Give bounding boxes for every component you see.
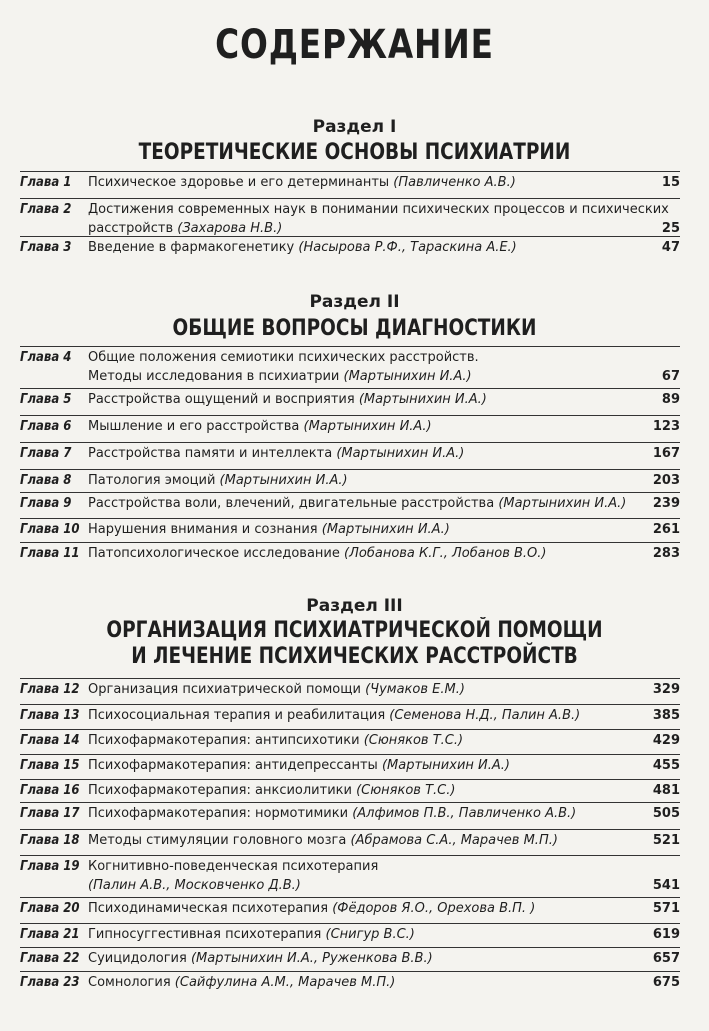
toc-entry[interactable] xyxy=(20,859,680,897)
chapter-author: (Мартынихин И.А.) xyxy=(321,522,450,537)
divider xyxy=(20,469,680,470)
chapter-title-text: Психическое здоровье и его детерминанты xyxy=(88,175,390,190)
chapter-title xyxy=(88,949,648,968)
chapter-number: Глава 7 xyxy=(20,446,72,461)
chapter-title-text: Патопсихологическое исследование xyxy=(88,546,340,561)
divider xyxy=(20,518,680,519)
toc-entry[interactable] xyxy=(20,350,680,388)
chapter-title-line xyxy=(88,706,648,725)
section-title xyxy=(57,618,653,670)
toc-entry[interactable] xyxy=(20,758,680,778)
divider xyxy=(20,729,680,730)
chapter-author: (Мартынихин И.А.) xyxy=(219,473,348,488)
chapter-title-line xyxy=(88,876,648,895)
chapter-number: Глава 23 xyxy=(20,975,80,990)
divider xyxy=(20,829,680,830)
chapter-number: Глава 2 xyxy=(20,202,72,217)
divider xyxy=(20,346,680,347)
chapter-title xyxy=(88,390,648,409)
chapter-author: (Семенова Н.Д., Палин А.В.) xyxy=(389,708,581,723)
chapter-number: Глава 20 xyxy=(20,901,80,916)
chapter-title xyxy=(88,925,648,944)
chapter-title-line xyxy=(88,444,648,463)
toc-entry[interactable] xyxy=(20,833,680,853)
divider xyxy=(20,855,680,856)
chapter-author: (Абрамова С.А., Марачев М.П.) xyxy=(350,833,558,848)
chapter-number: Глава 21 xyxy=(20,927,80,942)
toc-entry[interactable] xyxy=(20,392,680,412)
chapter-author: (Фёдоров Я.О., Орехова В.П. ) xyxy=(332,901,536,916)
chapter-number: Глава 12 xyxy=(20,682,80,697)
chapter-title-line xyxy=(88,925,648,944)
chapter-title-line xyxy=(88,417,648,436)
divider xyxy=(20,779,680,780)
chapter-title-text: Суицидология xyxy=(88,951,187,966)
chapter-author: (Лобанова К.Г., Лобанов В.О.) xyxy=(344,546,547,561)
page-number: 283 xyxy=(652,546,680,561)
chapter-title-text: Методы исследования в психиатрии xyxy=(88,369,340,384)
chapter-author: (Мартынихин И.А.) xyxy=(381,758,510,773)
section-title xyxy=(57,316,653,342)
chapter-title-line xyxy=(88,200,669,219)
chapter-title-line xyxy=(88,831,648,850)
divider xyxy=(20,947,680,948)
page-number: 47 xyxy=(661,240,680,255)
chapter-title-text: Расстройства воли, влечений, двигательные расстройства xyxy=(88,496,495,511)
chapter-number: Глава 17 xyxy=(20,806,80,821)
page-number: 261 xyxy=(652,522,680,537)
chapter-title-text: Психодинамическая психотерапия xyxy=(88,901,329,916)
page-number: 455 xyxy=(652,758,680,773)
page-title: СОДЕРЖАНИЕ xyxy=(215,22,494,68)
page-number: 67 xyxy=(661,369,680,384)
chapter-title-text: Психофармакотерапия: анксиолитики xyxy=(88,783,352,798)
toc-entry[interactable] xyxy=(20,202,680,240)
chapter-title-text: Гипносуггестивная психотерапия xyxy=(88,927,322,942)
chapter-title xyxy=(88,544,648,563)
chapter-number: Глава 5 xyxy=(20,392,72,407)
chapter-title xyxy=(88,238,648,257)
toc-entry[interactable] xyxy=(20,446,680,466)
chapter-title-text: Общие положения семиотики психических расстройств. xyxy=(88,350,479,365)
chapter-title xyxy=(88,731,648,750)
page-number: 89 xyxy=(661,392,680,407)
chapter-number: Глава 8 xyxy=(20,473,72,488)
chapter-author: (Павличенко А.В.) xyxy=(393,175,516,190)
divider xyxy=(20,704,680,705)
page-number: 203 xyxy=(652,473,680,488)
chapter-number: Глава 4 xyxy=(20,350,72,365)
chapter-author: (Мартынихин И.А.) xyxy=(358,392,487,407)
page-number: 541 xyxy=(652,878,680,893)
page-number: 571 xyxy=(652,901,680,916)
chapter-number: Глава 10 xyxy=(20,522,80,537)
divider xyxy=(20,492,680,493)
divider xyxy=(20,678,680,679)
chapter-title xyxy=(88,494,648,513)
page-number: 25 xyxy=(661,221,680,236)
chapter-title-line xyxy=(88,949,648,968)
chapter-title xyxy=(88,348,648,386)
chapter-author: (Сайфулина А.М., Марачев М.П.) xyxy=(174,975,396,990)
section-title-line: ТЕОРЕТИЧЕСКИЕ ОСНОВЫ ПСИХИАТРИИ xyxy=(138,140,571,165)
chapter-number: Глава 19 xyxy=(20,859,80,874)
chapter-title xyxy=(88,899,648,918)
chapter-author: (Снигур В.С.) xyxy=(325,927,415,942)
chapter-number: Глава 15 xyxy=(20,758,80,773)
chapter-title-text: Методы стимуляции головного мозга xyxy=(88,833,347,848)
chapter-title-text: Введение в фармакогенетику xyxy=(88,240,295,255)
toc-entry[interactable] xyxy=(20,175,680,195)
divider xyxy=(20,415,680,416)
page-number: 481 xyxy=(652,783,680,798)
chapter-title-text: Патология эмоций xyxy=(88,473,216,488)
page-number: 15 xyxy=(661,175,680,190)
toc-entry[interactable] xyxy=(20,419,680,439)
toc-entry[interactable] xyxy=(20,783,680,803)
chapter-title-line xyxy=(88,857,648,876)
chapter-number: Глава 16 xyxy=(20,783,80,798)
chapter-author: (Алфимов П.В., Павличенко А.В.) xyxy=(352,806,577,821)
chapter-title-text: Психофармакотерапия: антипсихотики xyxy=(88,733,360,748)
chapter-number: Глава 6 xyxy=(20,419,72,434)
chapter-title xyxy=(88,857,648,895)
section-label: Раздел I xyxy=(312,117,397,137)
chapter-number: Глава 18 xyxy=(20,833,80,848)
chapter-title xyxy=(88,520,648,539)
chapter-author: (Мартынихин И.А.) xyxy=(498,496,627,511)
toc-entry[interactable] xyxy=(20,901,680,921)
chapter-title-line xyxy=(88,173,648,192)
divider xyxy=(20,897,680,898)
toc-entry[interactable] xyxy=(20,733,680,753)
chapter-title xyxy=(88,444,648,463)
chapter-number: Глава 11 xyxy=(20,546,80,561)
divider xyxy=(20,442,680,443)
chapter-author: (Сюняков Т.С.) xyxy=(363,733,464,748)
chapter-title-text: Психофармакотерапия: антидепрессанты xyxy=(88,758,378,773)
chapter-title-text: расстройств xyxy=(88,221,174,236)
chapter-title-text: Достижения современных наук в понимании психических процессов и психических xyxy=(88,202,669,217)
divider xyxy=(20,198,680,199)
chapter-author: (Мартынихин И.А.) xyxy=(303,419,432,434)
page-number: 675 xyxy=(652,975,680,990)
chapter-title-line xyxy=(88,520,648,539)
chapter-title xyxy=(88,173,648,192)
page-number: 521 xyxy=(652,833,680,848)
chapter-title xyxy=(88,471,648,490)
toc-entry[interactable] xyxy=(20,806,680,826)
chapter-author: (Насырова Р.Ф., Тараскина А.Е.) xyxy=(298,240,517,255)
chapter-number: Глава 13 xyxy=(20,708,80,723)
chapter-author: (Палин А.В., Московченко Д.В.) xyxy=(88,878,301,893)
page-number: 167 xyxy=(652,446,680,461)
page-number: 123 xyxy=(652,419,680,434)
chapter-title xyxy=(88,417,648,436)
chapter-title xyxy=(88,781,648,800)
page-number: 505 xyxy=(652,806,680,821)
chapter-number: Глава 22 xyxy=(20,951,80,966)
chapter-title-text: Сомнология xyxy=(88,975,171,990)
toc-entry[interactable] xyxy=(20,951,680,971)
chapter-author: (Сюняков Т.С.) xyxy=(356,783,456,798)
chapter-title-line xyxy=(88,367,648,386)
chapter-title-line xyxy=(88,973,648,992)
chapter-author: (Мартынихин И.А.) xyxy=(336,446,465,461)
chapter-title-line xyxy=(88,390,648,409)
chapter-number: Глава 14 xyxy=(20,733,80,748)
section-title-line: ОРГАНИЗАЦИЯ ПСИХИАТРИЧЕСКОЙ ПОМОЩИ xyxy=(106,618,603,643)
chapter-author: (Мартынихин И.А., Руженкова В.В.) xyxy=(190,951,433,966)
chapter-author: (Мартынихин И.А.) xyxy=(343,369,472,384)
chapter-title-text: Психосоциальная терапия и реабилитация xyxy=(88,708,386,723)
chapter-title xyxy=(88,680,648,699)
divider xyxy=(20,923,680,924)
divider xyxy=(20,802,680,803)
toc-entry[interactable] xyxy=(20,240,680,260)
chapter-title-line xyxy=(88,348,648,367)
chapter-title-line xyxy=(88,680,648,699)
toc-entry[interactable] xyxy=(20,496,680,516)
chapter-title-text: Когнитивно-поведенческая психотерапия xyxy=(88,859,379,874)
page-number: 239 xyxy=(652,496,680,511)
chapter-title-line xyxy=(88,544,648,563)
toc-entry[interactable] xyxy=(20,546,680,566)
chapter-title xyxy=(88,200,669,238)
chapter-number: Глава 9 xyxy=(20,496,72,511)
toc-entry[interactable] xyxy=(20,708,680,728)
chapter-title-text: Организация психиатрической помощи xyxy=(88,682,361,697)
divider xyxy=(20,171,680,172)
chapter-title-line xyxy=(88,494,648,513)
toc-entry[interactable] xyxy=(20,927,680,947)
toc-entry[interactable] xyxy=(20,682,680,702)
chapter-author: (Захарова Н.В.) xyxy=(177,221,283,236)
chapter-number: Глава 1 xyxy=(20,175,72,190)
chapter-title xyxy=(88,756,648,775)
chapter-title xyxy=(88,973,648,992)
page-number: 329 xyxy=(652,682,680,697)
chapter-number: Глава 3 xyxy=(20,240,72,255)
divider xyxy=(20,754,680,755)
chapter-title-text: Расстройства памяти и интеллекта xyxy=(88,446,333,461)
chapter-title-text: Нарушения внимания и сознания xyxy=(88,522,318,537)
chapter-author: (Чумаков Е.М.) xyxy=(365,682,465,697)
toc-entry[interactable] xyxy=(20,522,680,542)
chapter-title-line xyxy=(88,731,648,750)
section-title-line: И ЛЕЧЕНИЕ ПСИХИЧЕСКИХ РАССТРОЙСТВ xyxy=(131,644,578,669)
chapter-title-text: Психофармакотерапия: нормотимики xyxy=(88,806,349,821)
chapter-title-line xyxy=(88,471,648,490)
toc-entry[interactable] xyxy=(20,975,680,995)
chapter-title-text: Мышление и его расстройства xyxy=(88,419,300,434)
page-number: 385 xyxy=(652,708,680,723)
divider xyxy=(20,971,680,972)
chapter-title xyxy=(88,831,648,850)
chapter-title xyxy=(88,706,648,725)
section-title-line: ОБЩИЕ ВОПРОСЫ ДИАГНОСТИКИ xyxy=(172,316,537,341)
chapter-title xyxy=(88,804,648,823)
chapter-title-line xyxy=(88,804,648,823)
chapter-title-line xyxy=(88,781,648,800)
chapter-title-line xyxy=(88,238,648,257)
page-number: 657 xyxy=(652,951,680,966)
toc-entry[interactable] xyxy=(20,473,680,493)
page-number: 429 xyxy=(652,733,680,748)
chapter-title-line xyxy=(88,899,648,918)
divider xyxy=(20,388,680,389)
section-label: Раздел III xyxy=(306,596,403,616)
section-label: Раздел II xyxy=(309,292,400,312)
divider xyxy=(20,236,680,237)
chapter-title-text: Расстройства ощущений и восприятия xyxy=(88,392,355,407)
chapter-title-line xyxy=(88,756,648,775)
page-number: 619 xyxy=(652,927,680,942)
divider xyxy=(20,542,680,543)
section-title xyxy=(57,140,653,166)
